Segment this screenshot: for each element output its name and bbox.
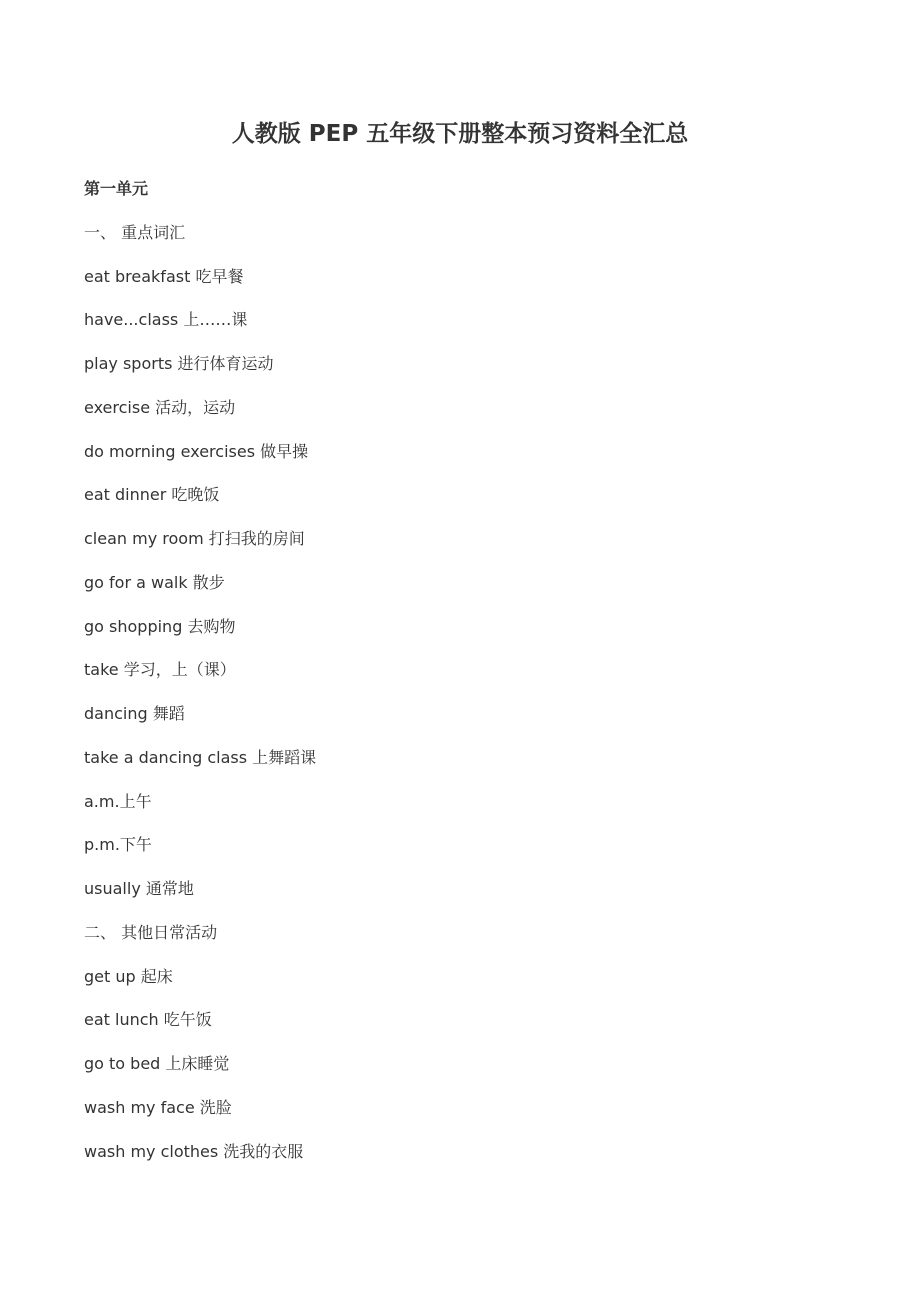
vocabulary-item: play sports 进行体育运动: [84, 354, 274, 373]
unit-heading: 第一单元: [84, 179, 149, 198]
section-heading-key-vocabulary: 一、 重点词汇: [84, 222, 186, 242]
vocabulary-item: clean my room 打扫我的房间: [84, 529, 305, 548]
activity-item: get up 起床: [84, 966, 173, 986]
vocabulary-item: have...class 上……课: [84, 310, 248, 330]
section-heading-other-activities: 二、 其他日常活动: [84, 922, 218, 942]
vocabulary-item: go shopping 去购物: [84, 616, 236, 636]
vocabulary-item: take 学习，上（课）: [84, 660, 236, 680]
vocabulary-item: dancing 舞蹈: [84, 704, 185, 723]
vocabulary-item: exercise 活动，运动: [84, 397, 236, 417]
activity-item: eat lunch 吃午饭: [84, 1010, 212, 1030]
vocabulary-item: eat breakfast 吃早餐: [84, 266, 244, 286]
activity-item: wash my face 洗脸: [84, 1097, 232, 1117]
vocabulary-item: a.m.上午: [84, 791, 152, 811]
vocabulary-item: usually 通常地: [84, 879, 194, 898]
vocabulary-item: go for a walk 散步: [84, 572, 225, 592]
activity-item: go to bed 上床睡觉: [84, 1054, 230, 1073]
vocabulary-item: eat dinner 吃晚饭: [84, 485, 220, 505]
vocabulary-item: do morning exercises 做早操: [84, 441, 309, 461]
document-body: [84, 175, 844, 1181]
activity-item: wash my clothes 洗我的衣服: [84, 1141, 304, 1161]
document-title: 人教版 PEP 五年级下册整本预习资料全汇总: [231, 121, 689, 147]
vocabulary-item: take a dancing class 上舞蹈课: [84, 747, 317, 767]
vocabulary-item: p.m.下午: [84, 835, 152, 855]
